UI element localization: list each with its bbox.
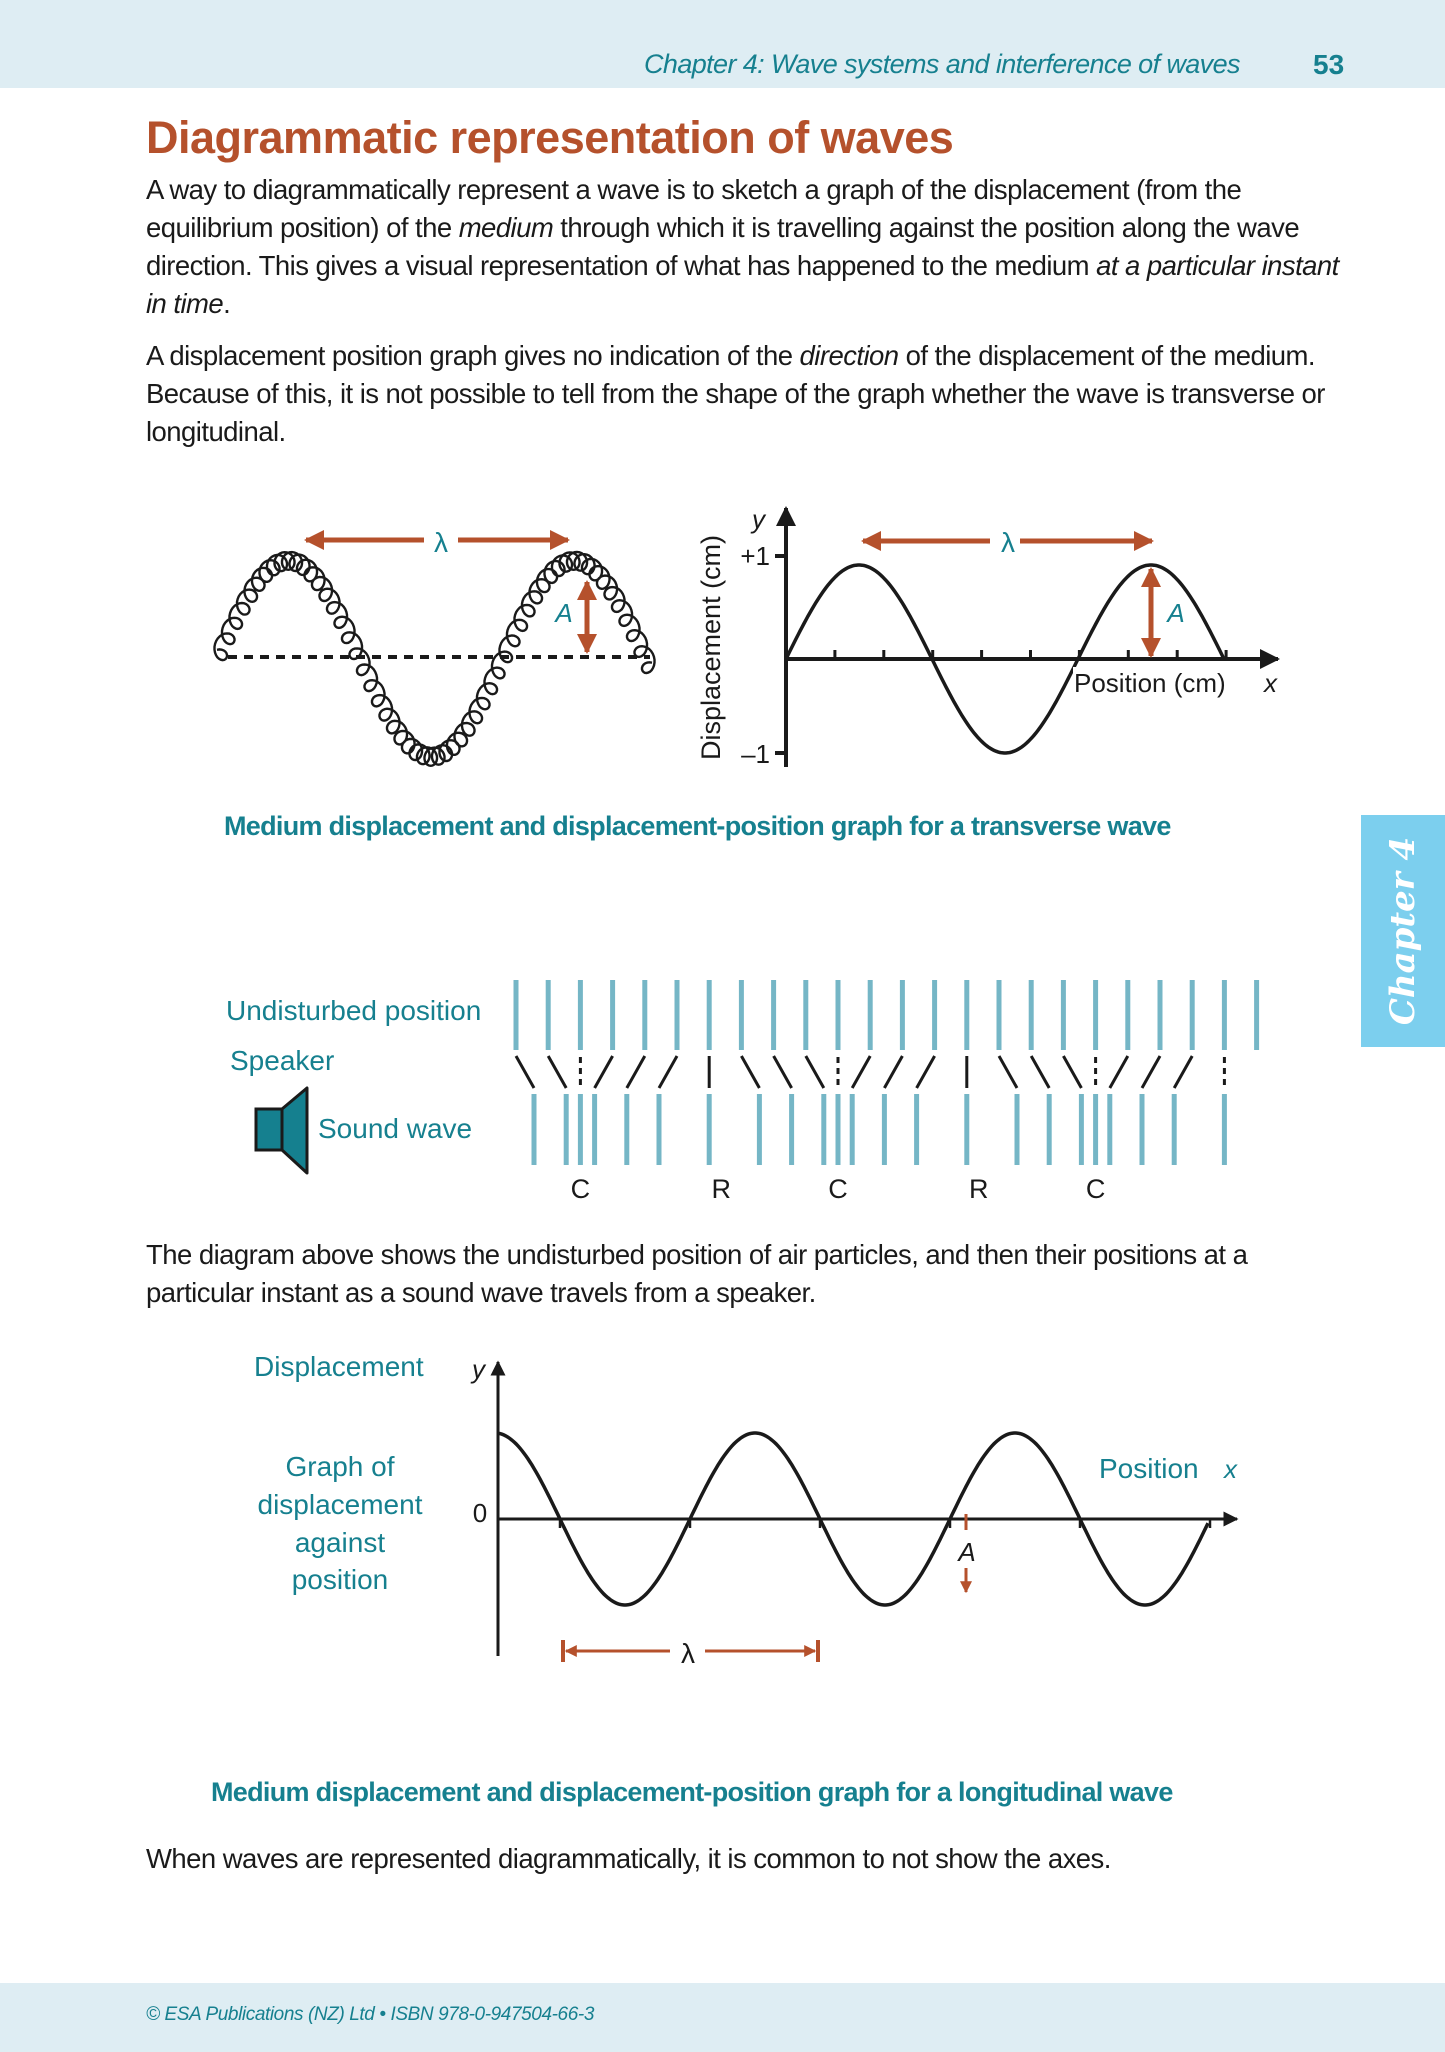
footer-copyright: © ESA Publications (NZ) Ltd • ISBN 978-0-947504-66-3 (146, 2004, 594, 2025)
spring-diagram (215, 524, 655, 766)
speaker-label: Speaker (230, 1045, 335, 1076)
amplitude-label: A (958, 1537, 976, 1567)
chapter-tab[interactable] (1361, 815, 1445, 1047)
sound-wave-diagram (226, 980, 1257, 1204)
speaker-icon (256, 1088, 307, 1173)
x-symbol: x (1264, 668, 1277, 698)
region-label: R (711, 1174, 731, 1204)
side-label-line: Graph of (285, 1451, 395, 1482)
side-label-line: position (291, 1564, 389, 1595)
undisturbed-label: Undisturbed position (226, 995, 482, 1026)
y-tick-top-label: +1 (740, 541, 770, 571)
page-number: 53 (1313, 49, 1345, 80)
closing-paragraph: When waves are represented diagrammatically, it is common to not show the axes. (146, 1843, 1111, 1874)
text-run: A displacement position graph gives no indication of the (146, 340, 800, 371)
y-axis-label: Displacement (cm) (696, 534, 726, 760)
y-symbol: y (752, 504, 765, 534)
x-axis-label: Position (cm) (1074, 668, 1226, 698)
compression-rarefaction-labels (571, 1174, 1106, 1204)
origin-label: 0 (472, 1498, 488, 1528)
side-label (258, 1451, 423, 1595)
region-label: R (969, 1174, 989, 1204)
emphasis-instant: at a particular instant in time (146, 250, 1339, 319)
emphasis-direction: direction (799, 340, 899, 371)
figure-caption-transverse: Medium displacement and displacement-position graph for a transverse wave (224, 811, 1171, 841)
page-heading: Diagrammatic representation of waves (146, 112, 954, 163)
region-label: C (828, 1174, 848, 1204)
figure-caption-longitudinal: Medium displacement and displacement-position graph for a longitudinal wave (211, 1777, 1173, 1807)
chapter-tab-label: Chapter 4 (1383, 836, 1423, 1026)
text-run: . (223, 288, 231, 319)
y-axis-label: Displacement (254, 1351, 424, 1382)
emphasis-medium: medium (458, 212, 554, 243)
longitudinal-graph (254, 1351, 1238, 1669)
y-symbol: y (472, 1354, 485, 1384)
sound-diagram-paragraph: The diagram above shows the undisturbed position of air particles, and then their positions at a particular instant as a sound wave travels from a speaker. (146, 1239, 1248, 1308)
wavelength-label: λ (1001, 527, 1015, 558)
wavelength-label: λ (681, 1638, 695, 1669)
air-particles (516, 980, 1257, 1165)
text-run: of the displacement of the medium. Because of this, it is not possible to tell from the shape of the graph whether the wave is transverse or longitudinal. (146, 340, 1325, 447)
transverse-graph (696, 504, 1278, 769)
y-tick-bottom-label: –1 (741, 739, 770, 769)
sound-wave-label: Sound wave (318, 1113, 473, 1144)
text-run: through which it is travelling against the position along the wave direction. This gives a visual representation of what has happened to the medium (146, 212, 1300, 281)
wavelength-label: λ (434, 527, 448, 558)
region-label: C (570, 1174, 591, 1204)
running-title: Chapter 4: Wave systems and interference of waves (644, 49, 1240, 79)
x-axis-label: Position (1099, 1453, 1199, 1484)
amplitude-label: A (1167, 598, 1185, 628)
text-run: A way to diagrammatically represent a wave is to sketch a graph of the displacement (from the equilibrium position) of the (146, 174, 1242, 243)
side-label-line: against (294, 1527, 386, 1558)
side-label-line: displacement (257, 1489, 423, 1520)
amplitude-label: A (555, 598, 573, 628)
x-symbol: x (1224, 1454, 1237, 1484)
region-label: C (1085, 1174, 1106, 1204)
